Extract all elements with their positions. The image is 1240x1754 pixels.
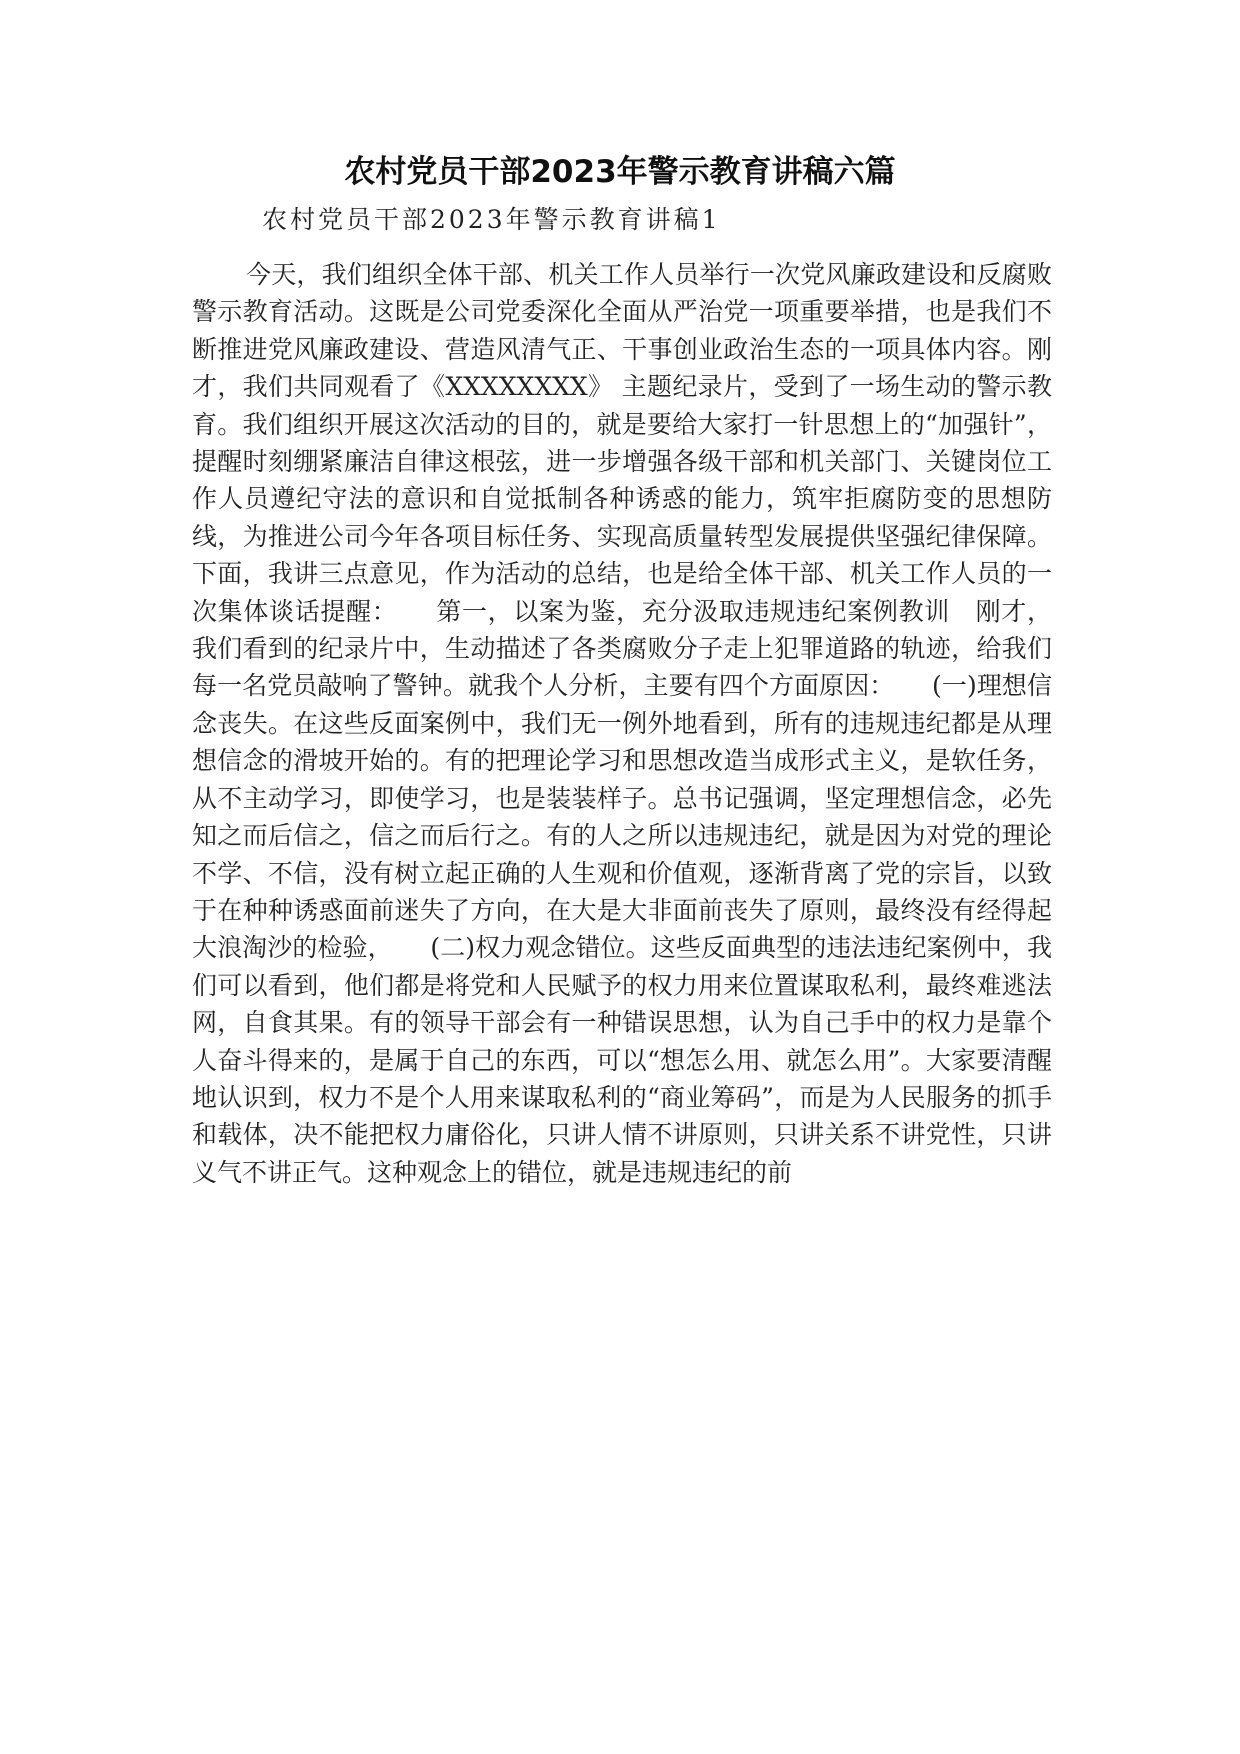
body-paragraph: 今天，我们组织全体干部、机关工作人员举行一次党风廉政建设和反腐败警示教育活动。这既是公司党委深化全面从严治党一项重要举措，也是我们不断推进党风廉政建设、营造风清气正、干事创业政治生态的一项具体内容。刚才，我们共同观看了《XXXXXXXX》 主题纪录片，受到了一场生动的警示教育。我们组织开展这次活动的目的，就是要给大家打一针思想上的“加强针”，提醒时刻绷紧廉洁自律这根弦，进一步增强各级干部和机关部门、关键岗位工作人员遵纪守法的意识和自觉抵制各种诱惑的能力，筑牢拒腐防变的思想防线，为推进公司今年各项目标任务、实现高质量转型发展提供坚强纪律保障。下面，我讲三点意见，作为活动的总结，也是给全体干部、机关工作人员的一次集体谈话提醒： 第一，以案为鉴，充分汲取违规违纪案例教训 刚才，我们看到的纪录片中，生动描述了各类腐败分子走上犯罪道路的轨迹，给我们每一名党员敲响了警钟。就我个人分析，主要有四个方面原因： (一)理想信念丧失。在这些反面案例中，我们无一例外地看到，所有的违规违纪都是从理想信念的滑坡开始的。有的把理论学习和思想改造当成形式主义，是软任务，从不主动学习，即使学习，也是装装样子。总书记强调，坚定理想信念，必先知之而后信之，信之而后行之。有的人之所以违规违纪，就是因为对党的理论不学、不信，没有树立起正确的人生观和价值观，逐渐背离了党的宗旨，以致于在种种诱惑面前迷失了方向，在大是大非面前丧失了原则，最终没有经得起大浪淘沙的检验， (二)权力观念错位。这些反面典型的违法违纪案例中，我们可以看到，他们都是将党和人民赋予的权力用来位置谋取私利，最终难逃法网，自食其果。有的领导干部会有一种错误思想，认为自己手中的权力是靠个人奋斗得来的，是属于自己的东西，可以“想怎么用、就怎么用”。大家要清醒地认识到，权力不是个人用来谋取私利的“商业筹码”，而是为人民服务的抓手和载体，决不能把权力庸俗化，只讲人情不讲原则，只讲关系不讲党性，只讲义气不讲正气。这种观念上的错位，就是违规违纪的前 <box>192 260 1052 1187</box>
document-subtitle: 农村党员干部2023年警示教育讲稿1 <box>262 205 721 234</box>
document-title: 农村党员干部2023年警示教育讲稿六篇 <box>344 154 896 190</box>
